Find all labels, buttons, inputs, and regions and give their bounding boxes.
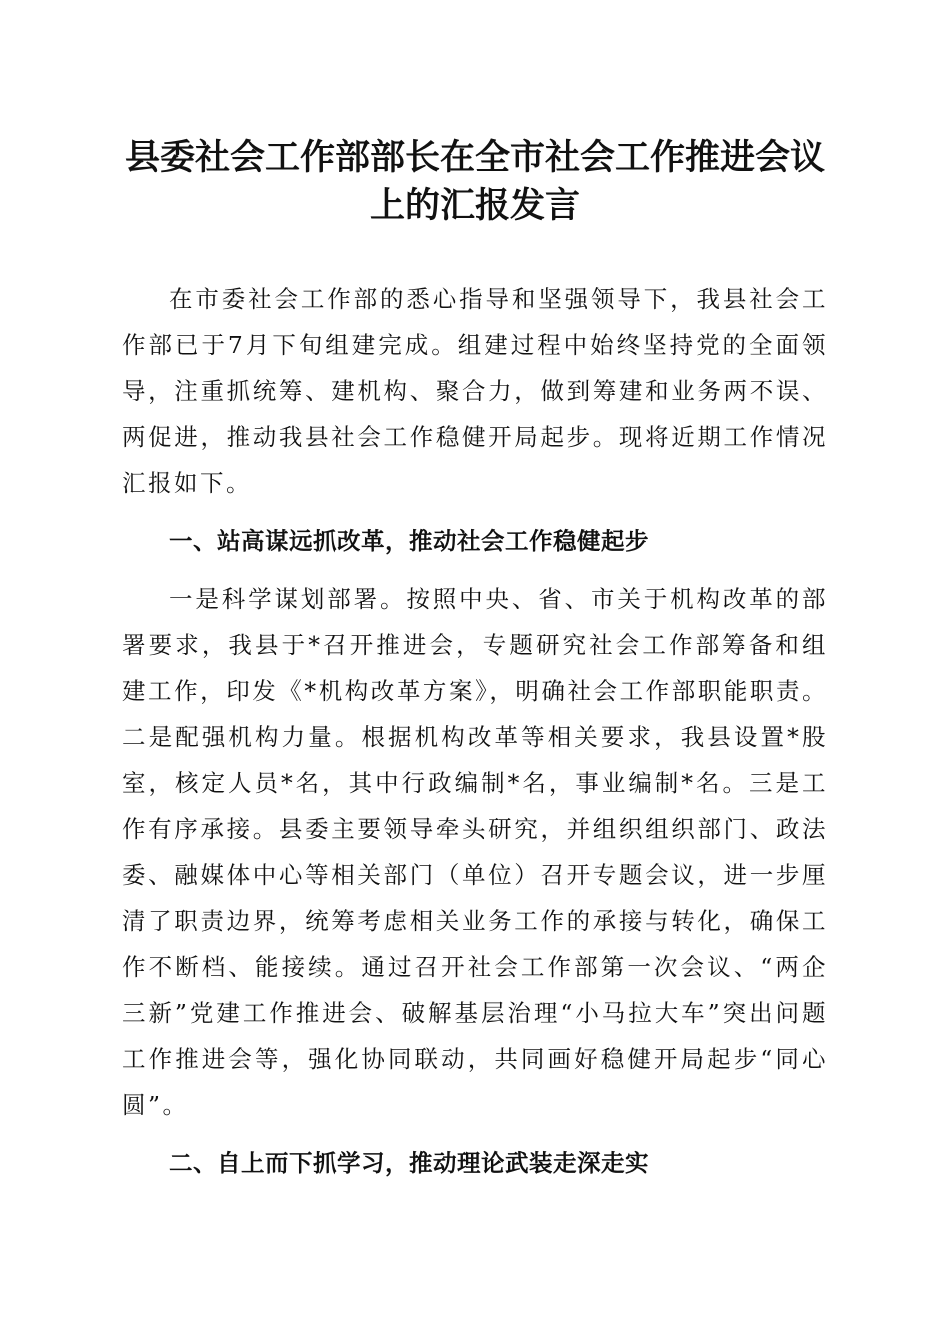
title-line-1: 县委社会工作部部长在全市社会工作推进会议 [124, 138, 825, 178]
document-body [122, 276, 828, 1186]
section-1-paragraph: 一是科学谋划部署。按照中央、省、市关于机构改革的部署要求，我县于*召开推进会，专题研究社会工作部筹备和组建工作，印发《*机构改革方案》，明确社会工作部职能职责。二是配强机构力量。根据机构改革等相关要求，我县设置*股室，核定人员*名，其中行政编制*名，事业编制*名。三是工作有序承接。县委主要领导牵头研究，并组织组织部门、政法委、融媒体中心等相关部门（单位）召开专题会议，进一步厘清了职责边界，统筹考虑相关业务工作的承接与转化，确保工作不断档、能接续。通过召开社会工作部第一次会议、“两企三新”党建工作推进会、破解基层治理“小马拉大车”突出问题工作推进会等，强化协同联动，共同画好稳健开局起步“同心圆”。 [122, 585, 828, 1119]
document-title [100, 134, 850, 230]
spacer [122, 1128, 828, 1140]
intro-paragraph: 在市委社会工作部的悉心指导和坚强领导下，我县社会工作部已于7月下旬组建完成。组建过程中始终坚持党的全面领导，注重抓统筹、建机构、聚合力，做到筹建和业务两不误、两促进，推动我县社会工作稳健开局起步。现将近期工作情况汇报如下。 [122, 285, 828, 497]
spacer [122, 564, 828, 576]
spacer [122, 506, 828, 518]
section-heading-2: 二、自上而下抓学习，推动理论武装走深走实 [169, 1149, 649, 1177]
title-line-2: 上的汇报发言 [369, 186, 580, 226]
section-heading-1: 一、站高谋远抓改革，推动社会工作稳健起步 [169, 527, 649, 555]
